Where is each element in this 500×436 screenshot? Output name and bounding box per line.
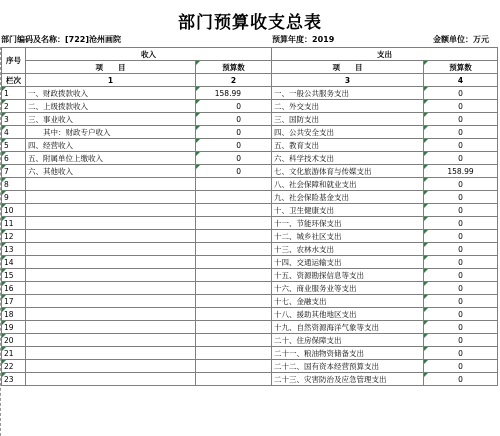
expense-item[interactable]: 十六、商业服务业等支出: [272, 282, 424, 295]
expense-amount[interactable]: 0: [424, 217, 498, 230]
income-amount[interactable]: [196, 347, 272, 360]
expense-item[interactable]: 七、文化旅游体育与传媒支出: [272, 165, 424, 178]
expense-amount[interactable]: 0: [424, 256, 498, 269]
expense-item[interactable]: 十五、资源勘探信息等支出: [272, 269, 424, 282]
income-amount[interactable]: [196, 243, 272, 256]
income-amount[interactable]: [196, 204, 272, 217]
income-item[interactable]: [26, 282, 196, 295]
expense-amount[interactable]: 0: [424, 347, 498, 360]
income-amount[interactable]: [196, 269, 272, 282]
expense-item[interactable]: 二、外交支出: [272, 100, 424, 113]
header-row-columns: [2, 61, 498, 74]
expense-amount[interactable]: 0: [424, 295, 498, 308]
table-row: [2, 126, 498, 139]
col-number-3: 3: [272, 74, 424, 87]
income-amount[interactable]: 0: [196, 126, 272, 139]
row-seq[interactable]: 15: [2, 269, 26, 282]
expense-item[interactable]: 一、一般公共服务支出: [272, 87, 424, 100]
expense-amount[interactable]: 0: [424, 87, 498, 100]
table-row: [2, 308, 498, 321]
income-amount[interactable]: [196, 334, 272, 347]
table-row: [2, 321, 498, 334]
expense-amount[interactable]: 0: [424, 100, 498, 113]
income-amount[interactable]: [196, 295, 272, 308]
income-item[interactable]: [26, 269, 196, 282]
row-seq[interactable]: 20: [2, 334, 26, 347]
expense-amount-header: 预算数: [424, 61, 498, 74]
expense-item[interactable]: 八、社会保障和就业支出: [272, 178, 424, 191]
table-row: [2, 256, 498, 269]
seq-header: 序号: [2, 48, 26, 74]
income-item[interactable]: 五、附属单位上缴收入: [26, 152, 196, 165]
income-amount[interactable]: [196, 282, 272, 295]
income-amount[interactable]: 0: [196, 113, 272, 126]
expense-amount[interactable]: 0: [424, 334, 498, 347]
row-seq[interactable]: 8: [2, 178, 26, 191]
expense-amount[interactable]: 0: [424, 321, 498, 334]
income-item[interactable]: [26, 295, 196, 308]
amount-unit-label: 金额单位：万元: [433, 35, 489, 44]
income-item[interactable]: [26, 360, 196, 373]
table-row: [2, 347, 498, 360]
table-row: [2, 373, 498, 386]
expense-amount[interactable]: 0: [424, 191, 498, 204]
table-row: [2, 100, 498, 113]
income-amount[interactable]: [196, 217, 272, 230]
table-row: [2, 152, 498, 165]
table-row: [2, 204, 498, 217]
table-row: [2, 139, 498, 152]
table-row: [2, 87, 498, 100]
row-seq[interactable]: 21: [2, 347, 26, 360]
income-amount[interactable]: 158.99: [196, 87, 272, 100]
income-item[interactable]: [26, 204, 196, 217]
row-seq[interactable]: 6: [2, 152, 26, 165]
income-amount[interactable]: [196, 360, 272, 373]
income-amount[interactable]: [196, 321, 272, 334]
expense-amount[interactable]: 0: [424, 126, 498, 139]
table-row: [2, 282, 498, 295]
expense-amount[interactable]: 0: [424, 139, 498, 152]
expense-item[interactable]: 十四、交通运输支出: [272, 256, 424, 269]
row-seq[interactable]: 9: [2, 191, 26, 204]
expense-amount[interactable]: 0: [424, 282, 498, 295]
table-row: [2, 191, 498, 204]
income-item[interactable]: [26, 243, 196, 256]
income-item[interactable]: [26, 256, 196, 269]
income-header: 收入: [26, 48, 272, 61]
table-row: [2, 269, 498, 282]
table-row: [2, 217, 498, 230]
expense-item[interactable]: 二十一、粮油物资储备支出: [272, 347, 424, 360]
row-seq[interactable]: 4: [2, 126, 26, 139]
expense-item[interactable]: 十九、自然资源海洋气象等支出: [272, 321, 424, 334]
expense-amount[interactable]: 0: [424, 204, 498, 217]
expense-item[interactable]: 十一、节能环保支出: [272, 217, 424, 230]
row-seq[interactable]: 22: [2, 360, 26, 373]
table-row: [2, 334, 498, 347]
expense-amount[interactable]: 0: [424, 308, 498, 321]
row-seq[interactable]: 13: [2, 243, 26, 256]
table-row: [2, 178, 498, 191]
col-number-2: 2: [196, 74, 272, 87]
income-item[interactable]: 其中：财政专户收入: [26, 126, 196, 139]
income-item[interactable]: 六、其他收入: [26, 165, 196, 178]
income-item[interactable]: [26, 191, 196, 204]
income-amount-header: 预算数: [196, 61, 272, 74]
expense-item[interactable]: 四、公共安全支出: [272, 126, 424, 139]
budget-table: [1, 47, 498, 386]
expense-amount[interactable]: 158.99: [424, 165, 498, 178]
income-item-header: 项 目: [26, 61, 196, 74]
row-seq[interactable]: 18: [2, 308, 26, 321]
expense-amount[interactable]: 0: [424, 230, 498, 243]
income-amount[interactable]: [196, 230, 272, 243]
row-seq[interactable]: 7: [2, 165, 26, 178]
expense-amount[interactable]: 0: [424, 178, 498, 191]
income-item[interactable]: [26, 308, 196, 321]
table-row: [2, 295, 498, 308]
expense-item[interactable]: 十七、金融支出: [272, 295, 424, 308]
income-amount[interactable]: [196, 308, 272, 321]
table-row: [2, 243, 498, 256]
row-seq[interactable]: 10: [2, 204, 26, 217]
table-row: [2, 230, 498, 243]
row-seq[interactable]: 1: [2, 87, 26, 100]
expense-header: 支出: [272, 48, 498, 61]
row-seq[interactable]: 23: [2, 373, 26, 386]
income-item[interactable]: 二、上级拨款收入: [26, 100, 196, 113]
expense-item[interactable]: 九、社会保险基金支出: [272, 191, 424, 204]
table-row: [2, 165, 498, 178]
income-item[interactable]: [26, 373, 196, 386]
col-label: 栏次: [2, 74, 26, 87]
income-amount[interactable]: [196, 373, 272, 386]
income-amount[interactable]: 0: [196, 100, 272, 113]
income-amount[interactable]: 0: [196, 139, 272, 152]
col-number-1: 1: [26, 74, 196, 87]
expense-amount[interactable]: 0: [424, 360, 498, 373]
income-item[interactable]: 三、事业收入: [26, 113, 196, 126]
income-item[interactable]: 四、经营收入: [26, 139, 196, 152]
budget-year-label: 预算年度：2019: [272, 35, 335, 44]
income-item[interactable]: [26, 321, 196, 334]
row-seq[interactable]: 19: [2, 321, 26, 334]
expense-item[interactable]: 二十三、灾害防治及应急管理支出: [272, 373, 424, 386]
expense-amount[interactable]: 0: [424, 243, 498, 256]
table-row: [2, 113, 498, 126]
income-item[interactable]: [26, 347, 196, 360]
expense-item[interactable]: 十、卫生健康支出: [272, 204, 424, 217]
row-seq[interactable]: 3: [2, 113, 26, 126]
income-item[interactable]: [26, 217, 196, 230]
expense-item-header: 项 目: [272, 61, 424, 74]
income-item[interactable]: [26, 178, 196, 191]
row-seq[interactable]: 17: [2, 295, 26, 308]
expense-item[interactable]: 五、教育支出: [272, 139, 424, 152]
expense-item[interactable]: 十八、援助其他地区支出: [272, 308, 424, 321]
income-amount[interactable]: [196, 256, 272, 269]
expense-amount[interactable]: 0: [424, 152, 498, 165]
income-item[interactable]: [26, 230, 196, 243]
row-seq[interactable]: 16: [2, 282, 26, 295]
row-seq[interactable]: 11: [2, 217, 26, 230]
col-number-4: 4: [424, 74, 498, 87]
expense-item[interactable]: 二十二、国有资本经营预算支出: [272, 360, 424, 373]
column-number-row: [2, 74, 498, 87]
table-row: [2, 360, 498, 373]
row-seq[interactable]: 2: [2, 100, 26, 113]
header-row-group: [2, 48, 498, 61]
income-amount[interactable]: [196, 178, 272, 191]
row-seq[interactable]: 5: [2, 139, 26, 152]
income-amount[interactable]: [196, 191, 272, 204]
income-item[interactable]: 一、财政拨款收入: [26, 87, 196, 100]
expense-item[interactable]: 二十、住房保障支出: [272, 334, 424, 347]
dept-label: 部门编码及名称：[722]沧州画院: [1, 35, 122, 44]
expense-item[interactable]: 六、科学技术支出: [272, 152, 424, 165]
income-amount[interactable]: 0: [196, 152, 272, 165]
expense-amount[interactable]: 0: [424, 373, 498, 386]
expense-item[interactable]: 十二、城乡社区支出: [272, 230, 424, 243]
expense-item[interactable]: 十三、农林水支出: [272, 243, 424, 256]
page-title: 部门预算收支总表: [178, 13, 322, 33]
expense-amount[interactable]: 0: [424, 269, 498, 282]
expense-amount[interactable]: 0: [424, 113, 498, 126]
income-amount[interactable]: 0: [196, 165, 272, 178]
income-item[interactable]: [26, 334, 196, 347]
row-seq[interactable]: 14: [2, 256, 26, 269]
row-seq[interactable]: 12: [2, 230, 26, 243]
expense-item[interactable]: 三、国防支出: [272, 113, 424, 126]
